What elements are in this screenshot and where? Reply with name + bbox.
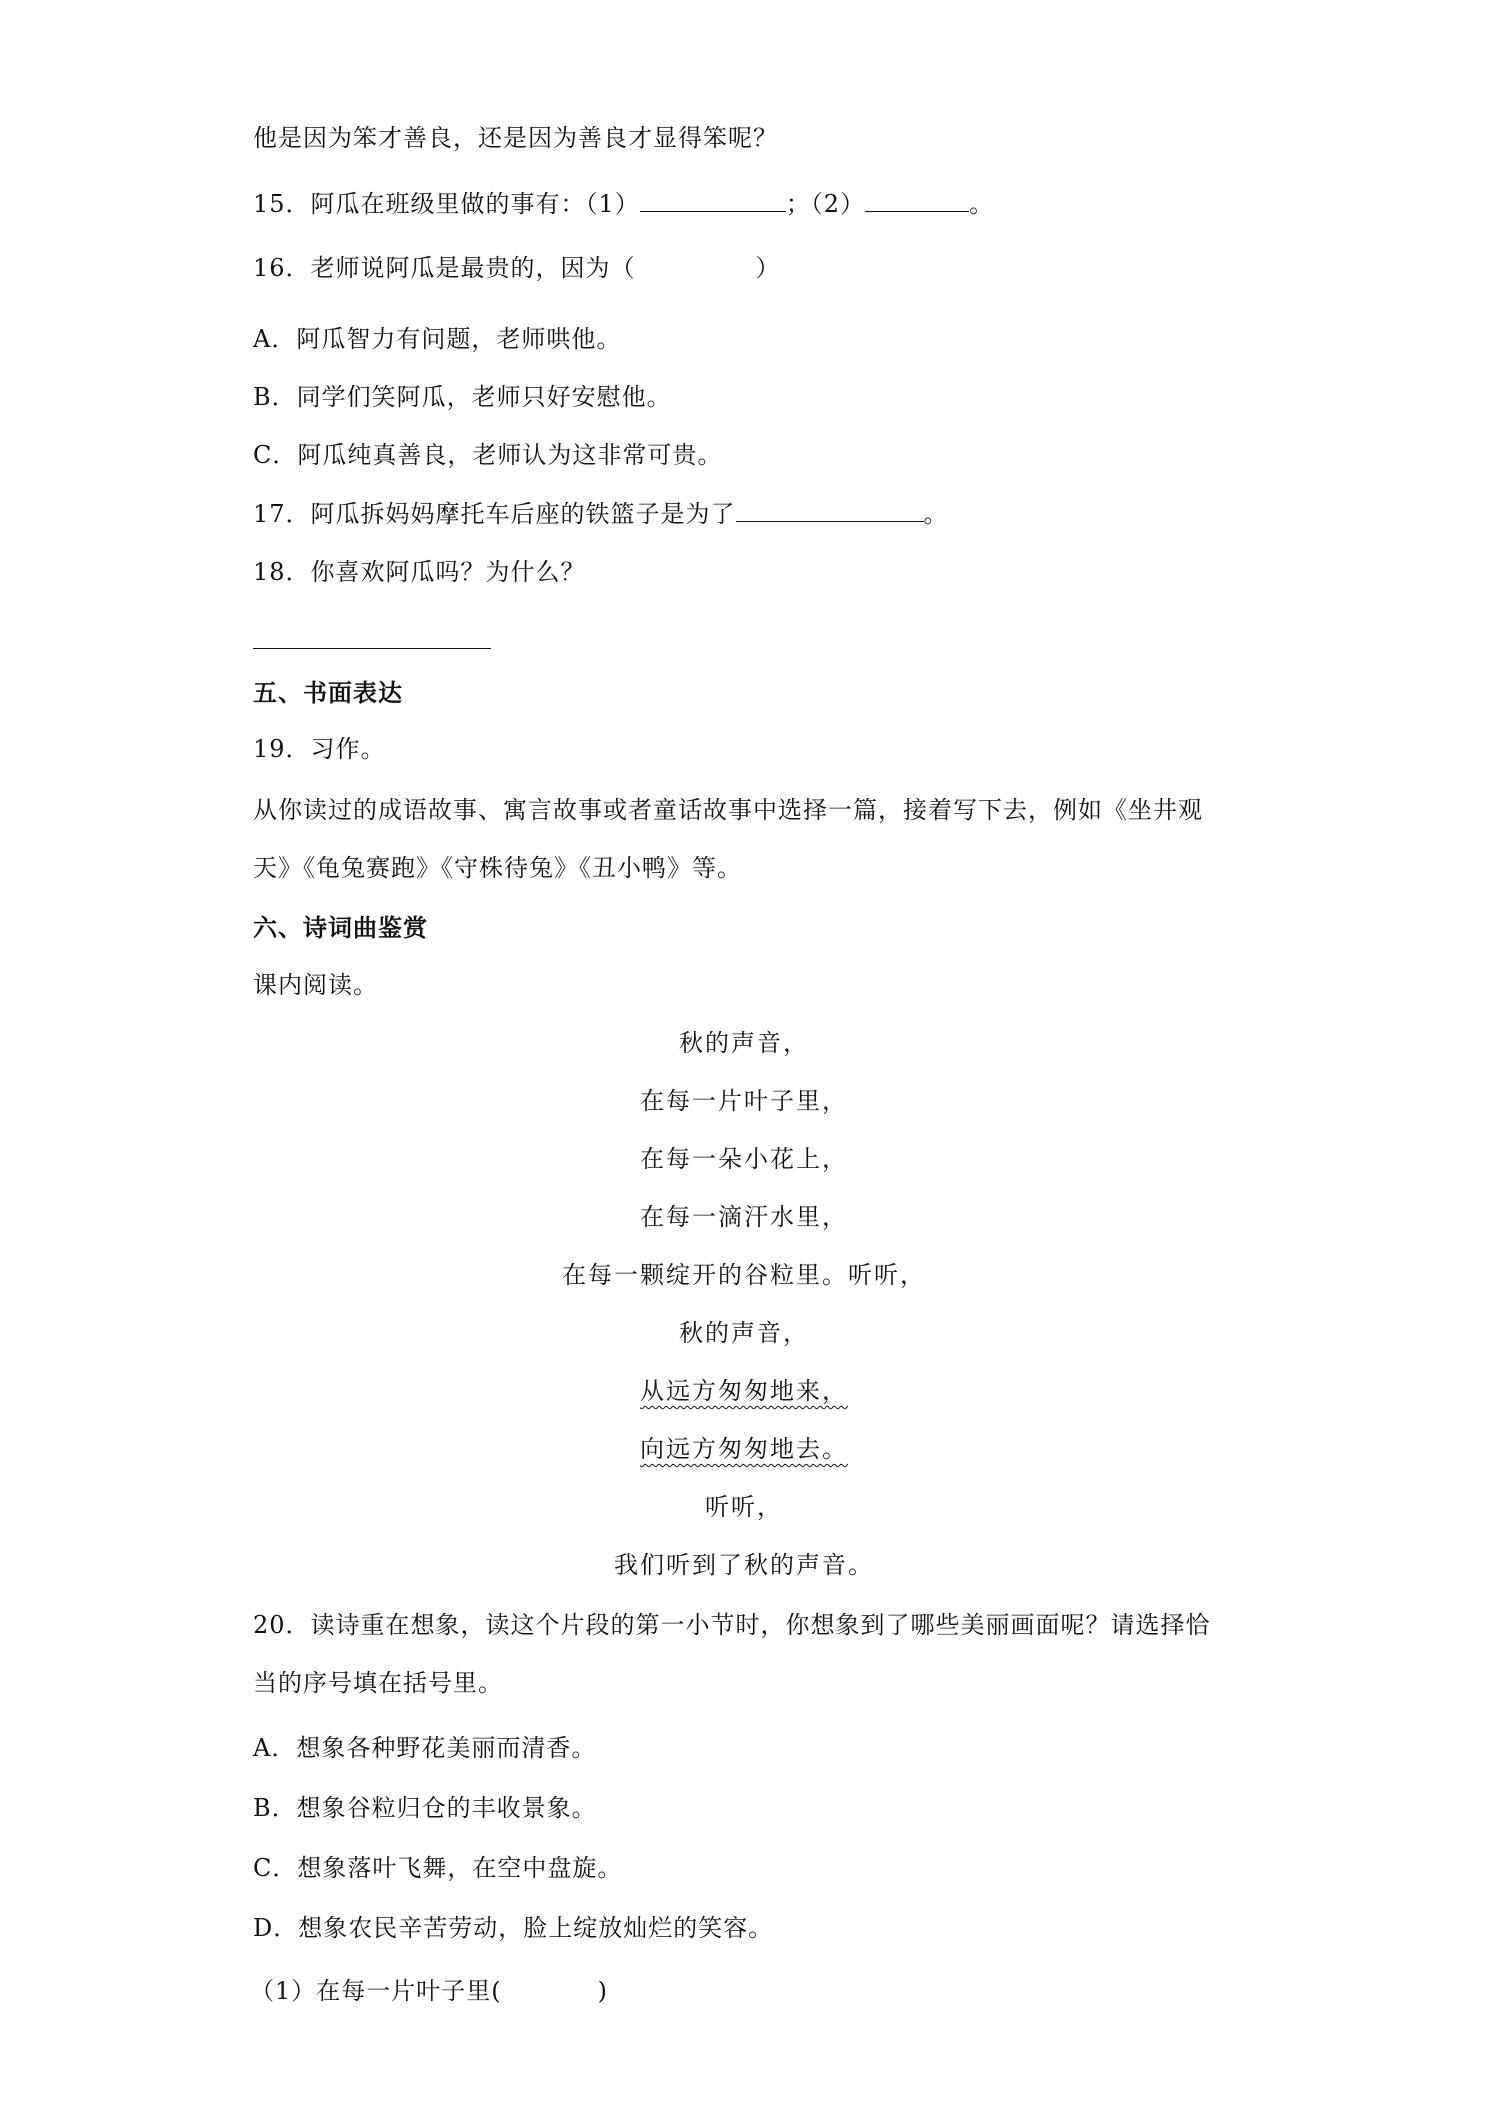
q15-mid: ；（2） bbox=[785, 190, 866, 218]
q19-label: 19．习作。 bbox=[253, 735, 386, 763]
section-6-title: 六、诗词曲鉴赏 bbox=[253, 914, 428, 942]
poem-line: 在每一片叶子里， bbox=[640, 1087, 848, 1115]
q18-answer-line[interactable] bbox=[253, 648, 491, 649]
poem-wavy-line-2: 向远方匆匆地去。 bbox=[640, 1435, 848, 1463]
q16-stem: 16．老师说阿瓜是最贵的，因为（ bbox=[253, 254, 636, 282]
poem-line: 秋的声音， bbox=[679, 1319, 809, 1347]
section-5-title: 五、书面表达 bbox=[253, 679, 403, 707]
question-17 bbox=[253, 495, 949, 531]
poem-line: 我们听到了秋的声音。 bbox=[614, 1551, 874, 1579]
q20-line-1: 20．读诗重在想象，读这个片段的第一小节时，你想象到了哪些美丽画面呢？请选择恰 bbox=[253, 1611, 1211, 1639]
q17-text: 17．阿瓜拆妈妈摩托车后座的铁篮子是为了 bbox=[253, 500, 736, 528]
reading-label: 课内阅读。 bbox=[253, 971, 378, 999]
q20-option-d: D．想象农民辛苦劳动，脸上绽放灿烂的笑容。 bbox=[253, 1914, 774, 1942]
q20-option-b: B．想象谷粒归仓的丰收景象。 bbox=[253, 1794, 597, 1822]
q20-option-a: A．想象各种野花美丽而清香。 bbox=[253, 1734, 597, 1762]
q17-blank[interactable] bbox=[736, 495, 924, 522]
q16-option-c: C．阿瓜纯真善良，老师认为这非常可贵。 bbox=[253, 441, 723, 469]
question-18: 18．你喜欢阿瓜吗？为什么？ bbox=[253, 558, 586, 586]
q19-prompt-line-1: 从你读过的成语故事、寓言故事或者童话故事中选择一篇，接着写下去，例如《坐井观 bbox=[253, 796, 1203, 824]
poem-wavy-line-1: 从远方匆匆地来， bbox=[640, 1377, 848, 1405]
q16-option-b: B．同学们笑阿瓜，老师只好安慰他。 bbox=[253, 383, 672, 411]
q20-sub1-text: （1）在每一片叶子里( bbox=[250, 1977, 502, 2005]
q20-sub-1 bbox=[250, 1974, 608, 2008]
poem-line: 在每一朵小花上， bbox=[640, 1145, 848, 1173]
q20-line-2: 当的序号填在括号里。 bbox=[253, 1669, 503, 1697]
q16-option-a: A．阿瓜智力有问题，老师哄他。 bbox=[253, 325, 622, 353]
q15-text: 15．阿瓜在班级里做的事有：（1） bbox=[253, 190, 640, 218]
q14-tail: 他是因为笨才善良，还是因为善良才显得笨呢？ bbox=[253, 124, 778, 152]
q20-sub1-close: ) bbox=[597, 1977, 609, 2005]
poem-line: 在每一颗绽开的谷粒里。听听， bbox=[562, 1261, 926, 1289]
q15-blank-2[interactable] bbox=[865, 185, 969, 212]
poem-line: 秋的声音， bbox=[679, 1029, 809, 1057]
q15-blank-1[interactable] bbox=[640, 185, 786, 212]
poem-line-underlined bbox=[0, 1432, 1488, 1466]
poem-line: 听听， bbox=[705, 1493, 783, 1521]
question-15 bbox=[253, 185, 994, 221]
poem-line-underlined bbox=[0, 1374, 1488, 1408]
q20-option-c: C．想象落叶飞舞，在空中盘旋。 bbox=[253, 1854, 623, 1882]
poem-line: 在每一滴汗水里， bbox=[640, 1203, 848, 1231]
question-16 bbox=[253, 251, 781, 285]
q17-end: 。 bbox=[923, 500, 949, 528]
q19-prompt-line-2: 天》《龟兔赛跑》《守株待兔》《丑小鸭》等。 bbox=[253, 854, 742, 882]
q15-end: 。 bbox=[969, 190, 995, 218]
q16-close: ） bbox=[755, 254, 781, 282]
